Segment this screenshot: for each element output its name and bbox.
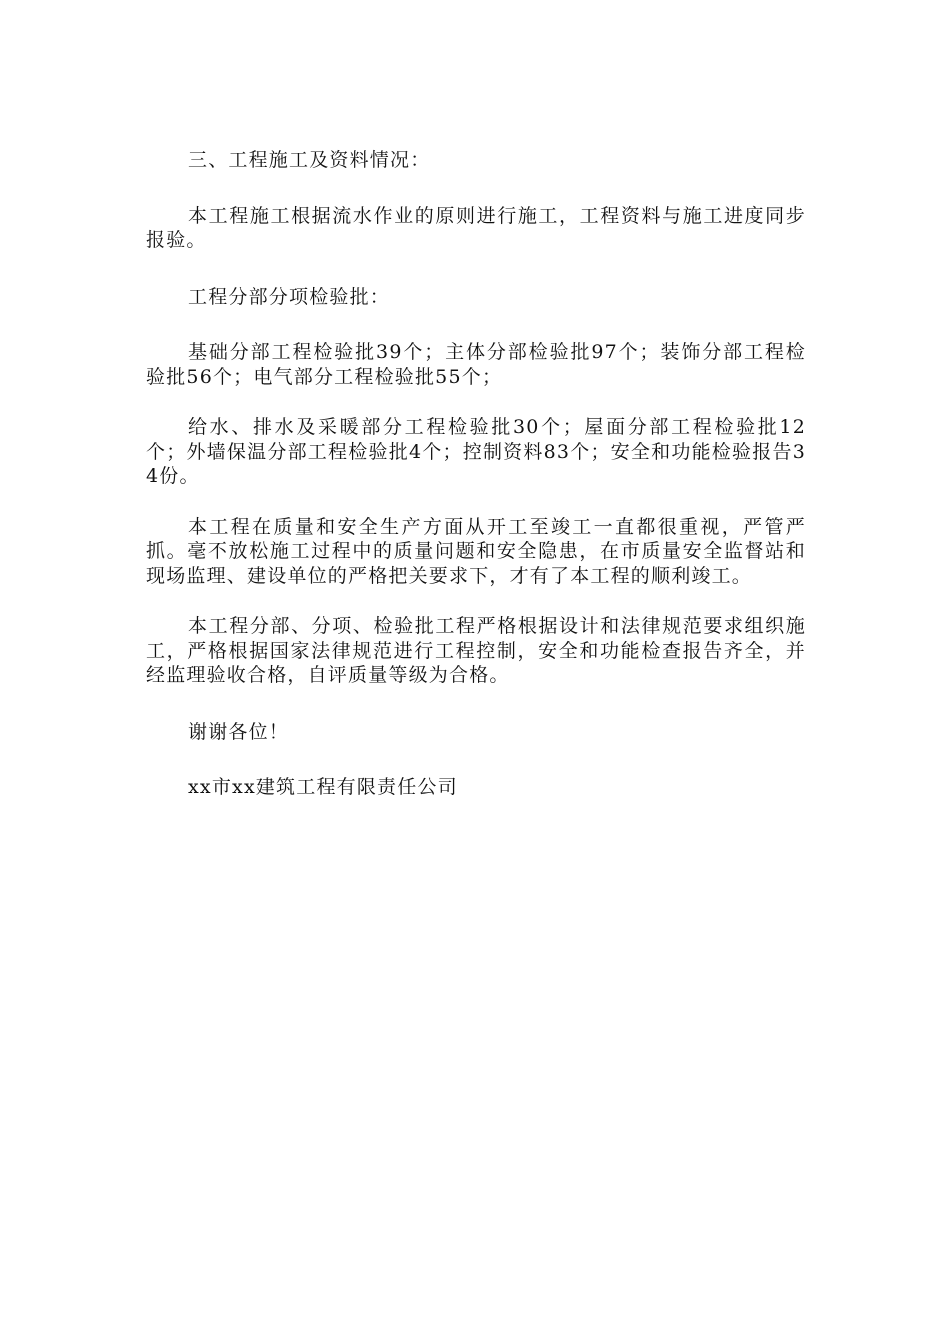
company-signature: xx市xx建筑工程有限责任公司 (188, 776, 458, 798)
compliance-summary-paragraph: 本工程分部、分项、检验批工程严格根据设计和法律规范要求组织施工，严格根据国家法律规范进行工程控制，安全和功能检查报告齐全，并经监理验收合格，自评质量等级为合格。 (146, 615, 806, 686)
construction-intro-paragraph: 本工程施工根据流水作业的原则进行施工，工程资料与施工进度同步报验。 (146, 204, 806, 251)
section-heading: 三、工程施工及资料情况： (188, 149, 431, 171)
inspection-batch-subheading: 工程分部分项检验批： (188, 285, 391, 308)
inspection-batch-counts-paragraph-1: 基础分部工程检验批39个；主体分部检验批97个；装饰分部工程检验批56个；电气部分工程检验批55个； (146, 341, 806, 388)
inspection-batch-counts-paragraph-2: 给水、排水及采暖部分工程检验批30个；屋面分部工程检验批12个；外墙保温分部工程检验批4个；控制资料83个；安全和功能检验报告34份。 (146, 416, 806, 487)
quality-safety-paragraph: 本工程在质量和安全生产方面从开工至竣工一直都很重视，严管严抓。毫不放松施工过程中的质量问题和安全隐患，在市质量安全监督站和现场监理、建设单位的严格把关要求下，才有了本工程的顺利竣工。 (146, 515, 806, 587)
closing-thanks: 谢谢各位！ (188, 720, 290, 743)
document-body (146, 148, 806, 826)
